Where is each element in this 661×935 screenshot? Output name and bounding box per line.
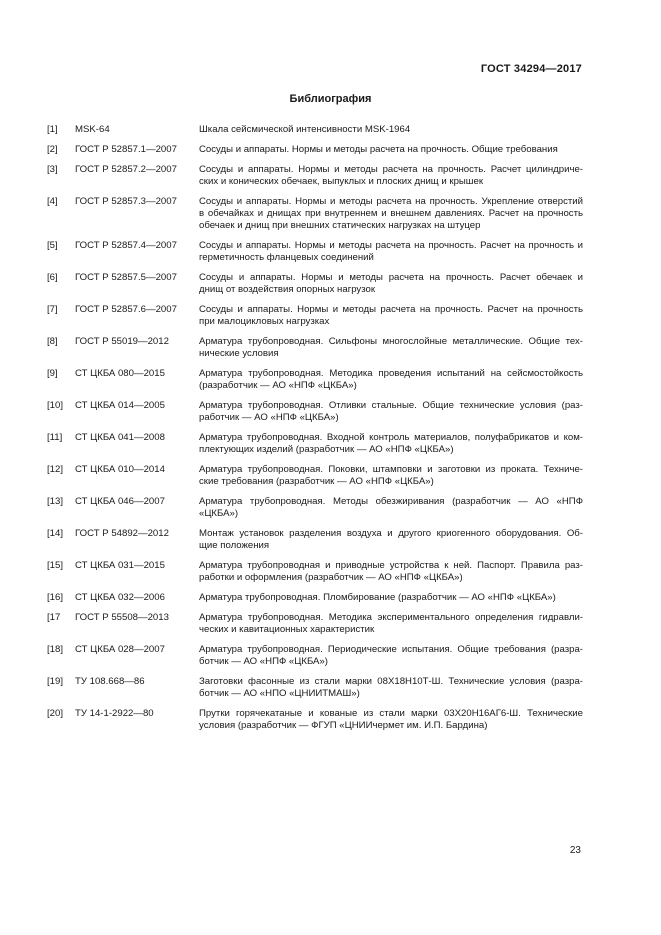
reference-entry	[47, 464, 587, 488]
reference-number: [14]	[47, 528, 64, 539]
reference-description-line: Арматура трубопроводная. Методика экспериментального определения гидравли-	[199, 612, 583, 623]
reference-code: ГОСТ Р 54892—2012	[75, 528, 169, 539]
reference-entry	[47, 272, 587, 296]
reference-description	[199, 432, 583, 456]
reference-description-line: Сосуды и аппараты. Нормы и методы расчета на прочность. Расчет обечаек и	[199, 272, 583, 283]
reference-description-line: Арматура трубопроводная. Периодические испытания. Общие требования (разра-	[199, 644, 583, 655]
reference-entry	[47, 612, 587, 636]
reference-code: ГОСТ Р 55508—2013	[75, 612, 169, 623]
reference-entry	[47, 196, 587, 232]
reference-description-line: плектующих изделий (разработчик — АО «НПФ «ЦКБА»)	[199, 444, 454, 455]
reference-entry	[47, 496, 587, 520]
reference-description	[199, 612, 583, 636]
reference-description-line: ческих и кавитационных характеристик	[199, 624, 375, 635]
reference-description	[199, 676, 583, 700]
reference-code: ТУ 108.668—86	[75, 676, 145, 687]
reference-description	[199, 496, 583, 520]
reference-code: СТ ЦКБА 046—2007	[75, 496, 165, 507]
section-title: Библиография	[289, 93, 372, 105]
reference-number: [11]	[47, 432, 63, 443]
reference-description-line: Арматура трубопроводная. Отливки стальные. Общие технические условия (раз-	[199, 400, 583, 411]
reference-code: СТ ЦКБА 080—2015	[75, 368, 165, 379]
reference-description-line: Арматура трубопроводная. Сильфоны многослойные металлические. Общие тех-	[199, 336, 583, 347]
reference-description-line: «ЦКБА»)	[199, 508, 239, 519]
reference-description	[199, 368, 583, 392]
reference-code: ГОСТ Р 52857.1—2007	[75, 144, 177, 155]
reference-description-line: Сосуды и аппараты. Нормы и методы расчета на прочность. Укрепление отверстий	[199, 196, 583, 207]
reference-code: ГОСТ Р 55019—2012	[75, 336, 169, 347]
reference-description	[199, 400, 583, 424]
reference-description-line: Заготовки фасонные из стали марки 08Х18Н10Т-Ш. Технические условия (разра-	[199, 676, 583, 687]
reference-number: [18]	[47, 644, 64, 655]
reference-entry	[47, 644, 587, 668]
reference-description	[199, 528, 583, 552]
reference-description-line: (разработчик — АО «НПФ «ЦКБА»)	[199, 380, 357, 391]
reference-code: ГОСТ Р 52857.5—2007	[75, 272, 177, 283]
reference-description-line: Арматура трубопроводная. Методика проведения испытаний на сейсмостойкость	[199, 368, 583, 379]
reference-description-line: Арматура трубопроводная. Поковки, штамповки и заготовки из проката. Техниче-	[199, 464, 583, 475]
reference-description-line: Сосуды и аппараты. Нормы и методы расчета на прочность. Общие требования	[199, 144, 558, 155]
reference-entry	[47, 240, 587, 264]
reference-description-line: при малоцикловых нагрузках	[199, 316, 330, 327]
reference-description	[199, 464, 583, 488]
reference-description-line: нические условия	[199, 348, 279, 359]
reference-entry	[47, 164, 587, 188]
reference-description-line: Прутки горячекатаные и кованые из стали марки 03Х20Н16АГ6-Ш. Технические	[199, 708, 583, 719]
reference-description	[199, 304, 583, 328]
reference-description	[199, 708, 583, 732]
reference-code: ГОСТ Р 52857.4—2007	[75, 240, 177, 251]
reference-description-line: условия (разработчик — ФГУП «ЦНИИчермет им. И.П. Бардина)	[199, 720, 488, 731]
reference-description	[199, 164, 583, 188]
reference-description-line: Арматура трубопроводная и приводные устройства к ней. Паспорт. Правила раз-	[199, 560, 583, 571]
page-number: 23	[569, 845, 581, 856]
reference-description-line: Шкала сейсмической интенсивности MSK-1964	[199, 124, 411, 135]
reference-description	[199, 272, 583, 296]
reference-description-line: в обечайках и днищах при внутреннем и внешнем давлениях. Расчет на прочность	[199, 208, 583, 219]
reference-description-line: герметичность фланцевых соединений	[199, 252, 374, 263]
document-header: ГОСТ 34294—2017	[480, 63, 582, 75]
reference-description	[199, 592, 583, 604]
reference-number: [16]	[47, 592, 64, 603]
reference-entry	[47, 528, 587, 552]
reference-description-line: обечаек и днищ при внешних статических нагрузках на штуцер	[199, 220, 481, 231]
reference-number: [12]	[47, 464, 64, 475]
reference-code: СТ ЦКБА 014—2005	[75, 400, 165, 411]
reference-number: [7]	[47, 304, 58, 315]
reference-entry	[47, 676, 587, 700]
reference-number: [5]	[47, 240, 58, 251]
reference-description	[199, 644, 583, 668]
reference-number: [6]	[47, 272, 58, 283]
reference-code: ГОСТ Р 52857.6—2007	[75, 304, 177, 315]
reference-description-line: работчик — АО «НПФ «ЦКБА»)	[199, 412, 339, 423]
reference-code: ТУ 14-1-2922—80	[75, 708, 154, 719]
reference-entry	[47, 400, 587, 424]
reference-description-line: Арматура трубопроводная. Входной контроль материалов, полуфабрикатов и ком-	[199, 432, 583, 443]
reference-code: СТ ЦКБА 031—2015	[75, 560, 165, 571]
reference-entry	[47, 368, 587, 392]
reference-number: [8]	[47, 336, 58, 347]
reference-description	[199, 196, 583, 232]
reference-description	[199, 144, 583, 156]
reference-description-line: Арматура трубопроводная. Методы обезжиривания (разработчик — АО «НПФ	[199, 496, 583, 507]
reference-entry	[47, 144, 587, 156]
reference-number: [10]	[47, 400, 64, 411]
reference-number: [3]	[47, 164, 58, 175]
reference-description	[199, 336, 583, 360]
reference-description	[199, 560, 583, 584]
reference-number: [15]	[47, 560, 64, 571]
reference-description-line: Сосуды и аппараты. Нормы и методы расчета на прочность. Расчет на прочность и	[199, 240, 583, 251]
reference-description-line: днищ от воздействия опорных нагрузок	[199, 284, 376, 295]
reference-description-line: работки и оформления (разработчик — АО «НПФ «ЦКБА»)	[199, 572, 463, 583]
reference-code: СТ ЦКБА 032—2006	[75, 592, 165, 603]
reference-number: [13]	[47, 496, 64, 507]
reference-description-line: Сосуды и аппараты. Нормы и методы расчета на прочность. Расчет цилиндриче-	[199, 164, 583, 175]
bibliography-list	[47, 124, 587, 732]
reference-entry	[47, 124, 587, 136]
reference-entry	[47, 708, 587, 732]
reference-number: [20]	[47, 708, 64, 719]
reference-code: ГОСТ Р 52857.3—2007	[75, 196, 177, 207]
reference-code: СТ ЦКБА 041—2008	[75, 432, 165, 443]
reference-description	[199, 124, 583, 136]
reference-entry	[47, 432, 587, 456]
reference-code: ГОСТ Р 52857.2—2007	[75, 164, 177, 175]
reference-entry	[47, 592, 587, 604]
reference-description-line: Сосуды и аппараты. Нормы и методы расчета на прочность. Расчет на прочность	[199, 304, 583, 315]
reference-code: СТ ЦКБА 028—2007	[75, 644, 165, 655]
reference-code: СТ ЦКБА 010—2014	[75, 464, 165, 475]
reference-entry	[47, 304, 587, 328]
reference-entry	[47, 560, 587, 584]
reference-code: MSK-64	[75, 124, 110, 135]
reference-description-line: Арматура трубопроводная. Пломбирование (разработчик — АО «НПФ «ЦКБА»)	[199, 592, 556, 603]
reference-number: [17	[47, 612, 61, 623]
reference-number: [19]	[47, 676, 64, 687]
reference-description-line: ские требования (разработчик — АО «НПФ «ЦКБА»)	[199, 476, 434, 487]
reference-number: [1]	[47, 124, 58, 135]
reference-description-line: ботчик — АО «НПФ «ЦКБА»)	[199, 656, 328, 667]
reference-number: [9]	[47, 368, 58, 379]
reference-number: [2]	[47, 144, 58, 155]
reference-description-line: ботчик — АО «НПО «ЦНИИТМАШ»)	[199, 688, 360, 699]
reference-description-line: ских и конических обечаек, выпуклых и плоских днищ и крышек	[199, 176, 484, 187]
reference-description-line: Монтаж установок разделения воздуха и другого криогенного оборудования. Об-	[199, 528, 583, 539]
reference-number: [4]	[47, 196, 58, 207]
reference-description	[199, 240, 583, 264]
reference-entry	[47, 336, 587, 360]
reference-description-line: щие положения	[199, 540, 270, 551]
